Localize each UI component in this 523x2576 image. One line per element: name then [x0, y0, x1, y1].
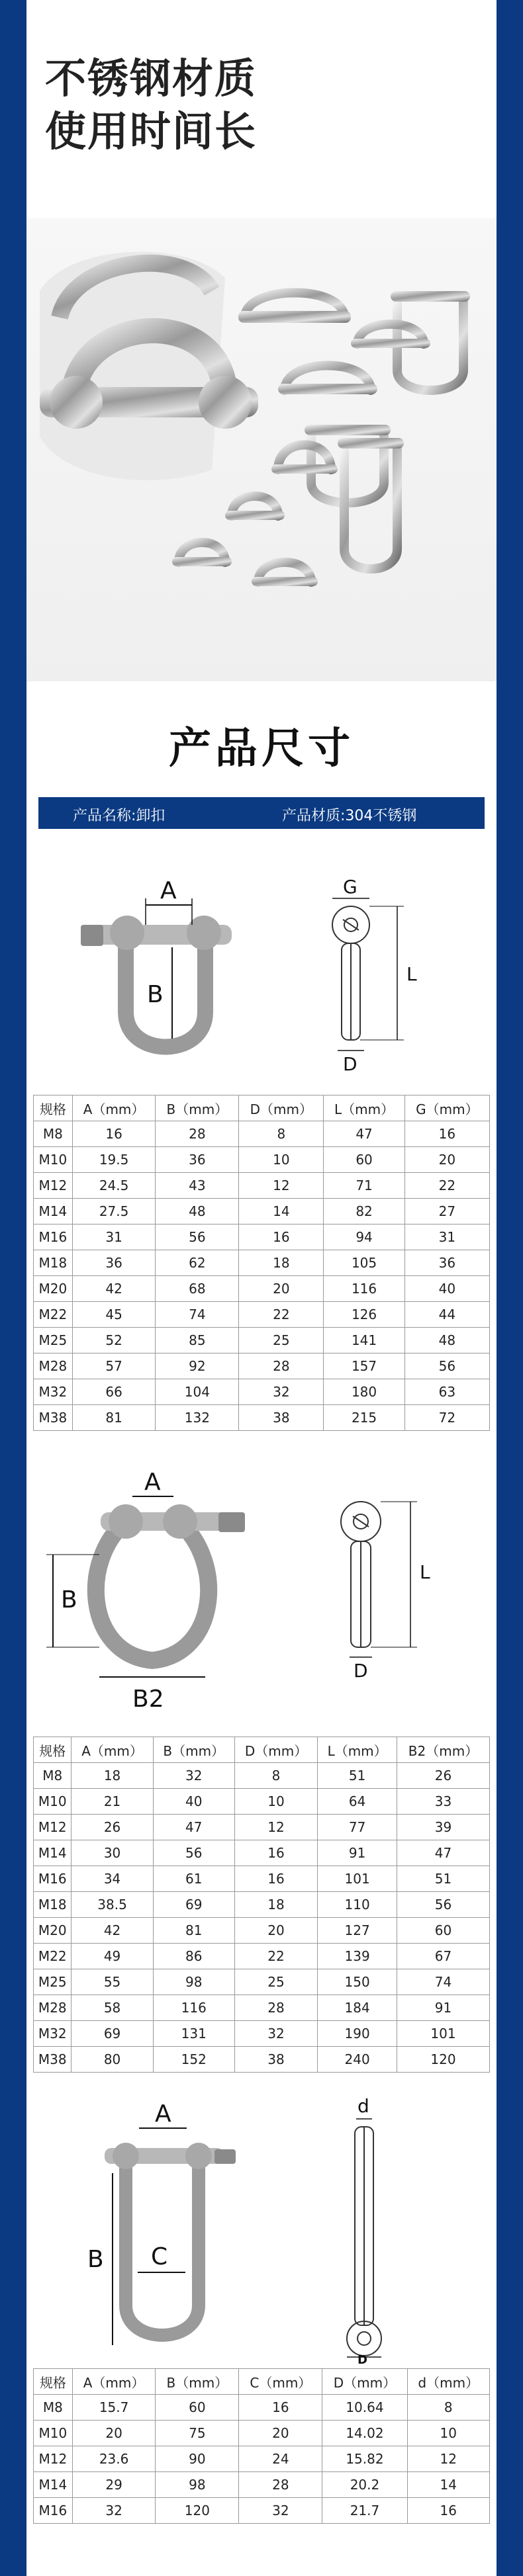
- dim-c-label: C: [151, 2243, 168, 2270]
- d-shackle-side-view: [332, 906, 369, 1040]
- table-cell: 28: [156, 1121, 239, 1147]
- table-cell: M10: [34, 2421, 73, 2446]
- table-cell: 15.7: [72, 2395, 156, 2421]
- table-row: [34, 1892, 490, 1918]
- header-cell: L（mm）: [324, 1095, 404, 1121]
- table-cell: 12: [407, 2446, 490, 2472]
- table-cell: 85: [156, 1328, 239, 1353]
- table-cell: 25: [239, 1328, 324, 1353]
- table-cell: M22: [34, 1302, 73, 1328]
- table-cell: 47: [153, 1815, 234, 1840]
- header-cell: B（mm）: [153, 1737, 234, 1763]
- table-header-row: [34, 1737, 490, 1763]
- table-cell: 16: [239, 2395, 322, 2421]
- table-cell: 62: [156, 1250, 239, 1276]
- table-cell: 14.02: [322, 2421, 407, 2446]
- table-cell: 61: [153, 1866, 234, 1892]
- table-cell: 21: [71, 1789, 153, 1815]
- header-cell: C（mm）: [239, 2369, 322, 2395]
- dim-small-d-label: d: [357, 2095, 369, 2117]
- table-cell: 58: [71, 1995, 153, 2021]
- table-cell: 47: [397, 1840, 490, 1866]
- table-cell: 44: [404, 1302, 489, 1328]
- table-cell: M32: [34, 1379, 73, 1405]
- table-cell: 86: [153, 1944, 234, 1969]
- table-cell: 66: [72, 1379, 156, 1405]
- table-cell: 25: [234, 1969, 317, 1995]
- table-cell: 120: [397, 2047, 490, 2073]
- table-cell: 157: [324, 1353, 404, 1379]
- table-cell: 48: [156, 1199, 239, 1224]
- hero-line-1: 不锈钢材质: [45, 54, 258, 103]
- table-cell: 18: [234, 1892, 317, 1918]
- dim-a-label: A: [160, 877, 177, 904]
- header-cell: G（mm）: [404, 1095, 489, 1121]
- table-cell: 69: [153, 1892, 234, 1918]
- table-cell: 77: [318, 1815, 397, 1840]
- table-cell: 141: [324, 1328, 404, 1353]
- product-photo: [26, 218, 497, 681]
- long-d-shackle-side-view: [347, 2127, 381, 2356]
- table-cell: 20: [234, 1918, 317, 1944]
- table-header-row: [34, 1095, 490, 1121]
- header-cell: B（mm）: [156, 1095, 239, 1121]
- header-cell: D（mm）: [234, 1737, 317, 1763]
- table-cell: 152: [153, 2047, 234, 2073]
- table-cell: 104: [156, 1379, 239, 1405]
- diagram-d-shackle: [26, 860, 497, 1078]
- table-cell: 18: [239, 1250, 324, 1276]
- table-cell: 132: [156, 1405, 239, 1431]
- table-cell: 16: [239, 1224, 324, 1250]
- table-cell: 10: [407, 2421, 490, 2446]
- table-cell: 101: [397, 2021, 490, 2047]
- header-cell: A（mm）: [72, 2369, 156, 2395]
- dim-b-label: B: [147, 981, 164, 1008]
- table-cell: 22: [239, 1302, 324, 1328]
- table-row: [34, 2021, 490, 2047]
- table-cell: 12: [239, 1173, 324, 1199]
- table-cell: 98: [153, 1969, 234, 1995]
- table-cell: 45: [72, 1302, 156, 1328]
- table-row: [34, 2395, 490, 2421]
- table-cell: 20: [239, 1276, 324, 1302]
- table-cell: 24: [239, 2446, 322, 2472]
- table-cell: 28: [234, 1995, 317, 2021]
- table-cell: M18: [34, 1892, 71, 1918]
- table-cell: 29: [72, 2472, 156, 2498]
- table-cell: 180: [324, 1379, 404, 1405]
- product-material: 产品材质:304不锈钢: [282, 808, 417, 824]
- table-cell: M8: [34, 2395, 73, 2421]
- table-cell: M16: [34, 1224, 73, 1250]
- table-row: [34, 2498, 490, 2524]
- table-cell: 42: [71, 1918, 153, 1944]
- table-row: [34, 2472, 490, 2498]
- table-cell: M18: [34, 1250, 73, 1276]
- table-cell: 30: [71, 1840, 153, 1866]
- table-row: [34, 1199, 490, 1224]
- bow-shackle-side-view: [341, 1502, 381, 1647]
- table-cell: 8: [234, 1763, 317, 1789]
- table-cell: 52: [72, 1328, 156, 1353]
- long-d-shackle-front-view: [105, 2143, 236, 2335]
- table-cell: M25: [34, 1969, 71, 1995]
- table-cell: 110: [318, 1892, 397, 1918]
- table-row: [34, 1379, 490, 1405]
- table-cell: 63: [404, 1379, 489, 1405]
- table-cell: M12: [34, 2446, 73, 2472]
- info-bar: [38, 797, 485, 829]
- table-cell: 56: [156, 1224, 239, 1250]
- table-cell: 8: [407, 2395, 490, 2421]
- table-cell: 40: [404, 1276, 489, 1302]
- table-cell: 31: [72, 1224, 156, 1250]
- table-cell: M38: [34, 1405, 73, 1431]
- table-cell: 32: [239, 1379, 324, 1405]
- header-cell: L（mm）: [318, 1737, 397, 1763]
- table-row: [34, 1250, 490, 1276]
- table-cell: 8: [239, 1121, 324, 1147]
- table-cell: 20.2: [322, 2472, 407, 2498]
- table-cell: M14: [34, 1199, 73, 1224]
- table-cell: 116: [153, 1995, 234, 2021]
- dim-l-label-2: L: [420, 1561, 430, 1583]
- header-cell: D（mm）: [239, 1095, 324, 1121]
- table-cell: 150: [318, 1969, 397, 1995]
- table-cell: M10: [34, 1147, 73, 1173]
- table-row: [34, 1866, 490, 1892]
- table-cell: 190: [318, 2021, 397, 2047]
- table-row: [34, 1995, 490, 2021]
- spec-table-1: [33, 1095, 490, 1431]
- table-cell: 26: [397, 1763, 490, 1789]
- dim-d-label: D: [343, 1053, 357, 1075]
- table-cell: 90: [156, 2446, 239, 2472]
- dim-big-d-label: D: [357, 2353, 367, 2365]
- table-cell: 20: [404, 1147, 489, 1173]
- table-cell: 56: [153, 1840, 234, 1866]
- table-cell: 64: [318, 1789, 397, 1815]
- table-row: [34, 1840, 490, 1866]
- table-cell: 19.5: [72, 1147, 156, 1173]
- header-cell: A（mm）: [72, 1095, 156, 1121]
- table-cell: M28: [34, 1353, 73, 1379]
- table-cell: 127: [318, 1918, 397, 1944]
- table-cell: 56: [397, 1892, 490, 1918]
- dim-b-label-3: B: [87, 2246, 104, 2273]
- dim-a-label-2: A: [144, 1469, 161, 1496]
- table-cell: 12: [234, 1815, 317, 1840]
- table-cell: 10: [234, 1789, 317, 1815]
- table-row: [34, 1405, 490, 1431]
- table-cell: 92: [156, 1353, 239, 1379]
- table-cell: 42: [72, 1276, 156, 1302]
- table-cell: M14: [34, 2472, 73, 2498]
- product-name: 产品名称:卸扣: [73, 808, 166, 824]
- table-cell: 184: [318, 1995, 397, 2021]
- table-cell: 28: [239, 2472, 322, 2498]
- table-cell: M32: [34, 2021, 71, 2047]
- header-cell: 规格: [34, 2369, 73, 2395]
- table-cell: 74: [397, 1969, 490, 1995]
- table-cell: 14: [407, 2472, 490, 2498]
- table-cell: 39: [397, 1815, 490, 1840]
- table-cell: M16: [34, 2498, 73, 2524]
- table-row: [34, 2047, 490, 2073]
- table-cell: 47: [324, 1121, 404, 1147]
- table-cell: 126: [324, 1302, 404, 1328]
- header-cell: 规格: [34, 1737, 71, 1763]
- diagram-long-d-shackle: [26, 2094, 497, 2365]
- table-cell: M10: [34, 1789, 71, 1815]
- table-cell: 60: [156, 2395, 239, 2421]
- bow-shackle-front-view: [96, 1504, 245, 1660]
- table-cell: 40: [153, 1789, 234, 1815]
- table-cell: M20: [34, 1918, 71, 1944]
- table-cell: M22: [34, 1944, 71, 1969]
- table-cell: 36: [156, 1147, 239, 1173]
- table-cell: 43: [156, 1173, 239, 1199]
- table-cell: 27: [404, 1199, 489, 1224]
- table-row: [34, 1224, 490, 1250]
- table-cell: 56: [404, 1353, 489, 1379]
- section-title: 产品尺寸: [169, 724, 354, 773]
- table-cell: M25: [34, 1328, 73, 1353]
- table-cell: 38: [239, 1405, 324, 1431]
- table-cell: 60: [397, 1918, 490, 1944]
- table-cell: 240: [318, 2047, 397, 2073]
- table-cell: M8: [34, 1121, 73, 1147]
- table-cell: 14: [239, 1199, 324, 1224]
- table-row: [34, 1302, 490, 1328]
- table-cell: 16: [404, 1121, 489, 1147]
- table-cell: 34: [71, 1866, 153, 1892]
- header-cell: 规格: [34, 1095, 73, 1121]
- table-row: [34, 1147, 490, 1173]
- table-cell: 131: [153, 2021, 234, 2047]
- table-cell: 36: [72, 1250, 156, 1276]
- dim-b2-label: B2: [132, 1686, 164, 1713]
- product-sheet: [26, 0, 497, 2576]
- table-cell: M14: [34, 1840, 71, 1866]
- table-row: [34, 1789, 490, 1815]
- table-cell: 139: [318, 1944, 397, 1969]
- table-cell: M12: [34, 1173, 73, 1199]
- header-cell: A（mm）: [71, 1737, 153, 1763]
- table-cell: 101: [318, 1866, 397, 1892]
- table-cell: 105: [324, 1250, 404, 1276]
- table-cell: 120: [156, 2498, 239, 2524]
- table-cell: 26: [71, 1815, 153, 1840]
- table-cell: 10: [239, 1147, 324, 1173]
- table-cell: 82: [324, 1199, 404, 1224]
- table-row: [34, 1173, 490, 1199]
- hero-line-2: 使用时间长: [45, 107, 258, 155]
- table-cell: 49: [71, 1944, 153, 1969]
- table-cell: 21.7: [322, 2498, 407, 2524]
- table-cell: 71: [324, 1173, 404, 1199]
- table-cell: M8: [34, 1763, 71, 1789]
- table-row: [34, 1815, 490, 1840]
- table-cell: 16: [234, 1840, 317, 1866]
- header-cell: d（mm）: [407, 2369, 490, 2395]
- table-cell: 16: [72, 1121, 156, 1147]
- table-cell: 57: [72, 1353, 156, 1379]
- table-cell: 55: [71, 1969, 153, 1995]
- table-cell: 81: [153, 1918, 234, 1944]
- table-cell: 80: [71, 2047, 153, 2073]
- table-row: [34, 2421, 490, 2446]
- table-row: [34, 1969, 490, 1995]
- table-cell: 38.5: [71, 1892, 153, 1918]
- header-cell: B（mm）: [156, 2369, 239, 2395]
- table-cell: 16: [234, 1866, 317, 1892]
- table-row: [34, 1121, 490, 1147]
- table-cell: 81: [72, 1405, 156, 1431]
- table-cell: 33: [397, 1789, 490, 1815]
- table-cell: M38: [34, 2047, 71, 2073]
- table-cell: 18: [71, 1763, 153, 1789]
- table-cell: 215: [324, 1405, 404, 1431]
- table-cell: 32: [234, 2021, 317, 2047]
- table-cell: 32: [239, 2498, 322, 2524]
- table-cell: 94: [324, 1224, 404, 1250]
- table-cell: 15.82: [322, 2446, 407, 2472]
- dim-l-label: L: [406, 963, 417, 985]
- table-cell: M20: [34, 1276, 73, 1302]
- table-cell: 27.5: [72, 1199, 156, 1224]
- header-cell: D（mm）: [322, 2369, 407, 2395]
- dim-d-label-2: D: [354, 1660, 368, 1682]
- table-row: [34, 1763, 490, 1789]
- table-cell: 74: [156, 1302, 239, 1328]
- spec-table-2: [33, 1737, 490, 2073]
- table-row: [34, 1918, 490, 1944]
- table-cell: 38: [234, 2047, 317, 2073]
- table-cell: 20: [72, 2421, 156, 2446]
- dim-b-label-2: B: [61, 1586, 77, 1613]
- diagram-bow-shackle: [26, 1455, 497, 1720]
- table-cell: 68: [156, 1276, 239, 1302]
- table-row: [34, 1276, 490, 1302]
- table-cell: M12: [34, 1815, 71, 1840]
- table-row: [34, 1328, 490, 1353]
- dim-a-label-3: A: [155, 2100, 171, 2127]
- table-cell: 116: [324, 1276, 404, 1302]
- table-cell: 16: [407, 2498, 490, 2524]
- table-cell: 91: [397, 1995, 490, 2021]
- table-cell: 51: [318, 1763, 397, 1789]
- table-row: [34, 1944, 490, 1969]
- table-cell: 60: [324, 1147, 404, 1173]
- table-cell: 32: [72, 2498, 156, 2524]
- table-cell: 20: [239, 2421, 322, 2446]
- table-cell: 91: [318, 1840, 397, 1866]
- table-cell: 31: [404, 1224, 489, 1250]
- table-cell: M28: [34, 1995, 71, 2021]
- table-cell: 36: [404, 1250, 489, 1276]
- table-cell: 69: [71, 2021, 153, 2047]
- table-cell: 24.5: [72, 1173, 156, 1199]
- table-cell: 28: [239, 1353, 324, 1379]
- table-cell: 75: [156, 2421, 239, 2446]
- dim-g-label: G: [343, 876, 357, 898]
- table-row: [34, 2446, 490, 2472]
- table-cell: 10.64: [322, 2395, 407, 2421]
- table-cell: M16: [34, 1866, 71, 1892]
- table-cell: 23.6: [72, 2446, 156, 2472]
- shackle-photo-illustration: [26, 218, 497, 681]
- table-cell: 32: [153, 1763, 234, 1789]
- table-row: [34, 1353, 490, 1379]
- table-cell: 51: [397, 1866, 490, 1892]
- header-cell: B2（mm）: [397, 1737, 490, 1763]
- table-cell: 22: [234, 1944, 317, 1969]
- table-cell: 48: [404, 1328, 489, 1353]
- table-header-row: [34, 2369, 490, 2395]
- spec-table-3: [33, 2368, 490, 2524]
- table-cell: 22: [404, 1173, 489, 1199]
- table-cell: 98: [156, 2472, 239, 2498]
- table-cell: 67: [397, 1944, 490, 1969]
- table-cell: 72: [404, 1405, 489, 1431]
